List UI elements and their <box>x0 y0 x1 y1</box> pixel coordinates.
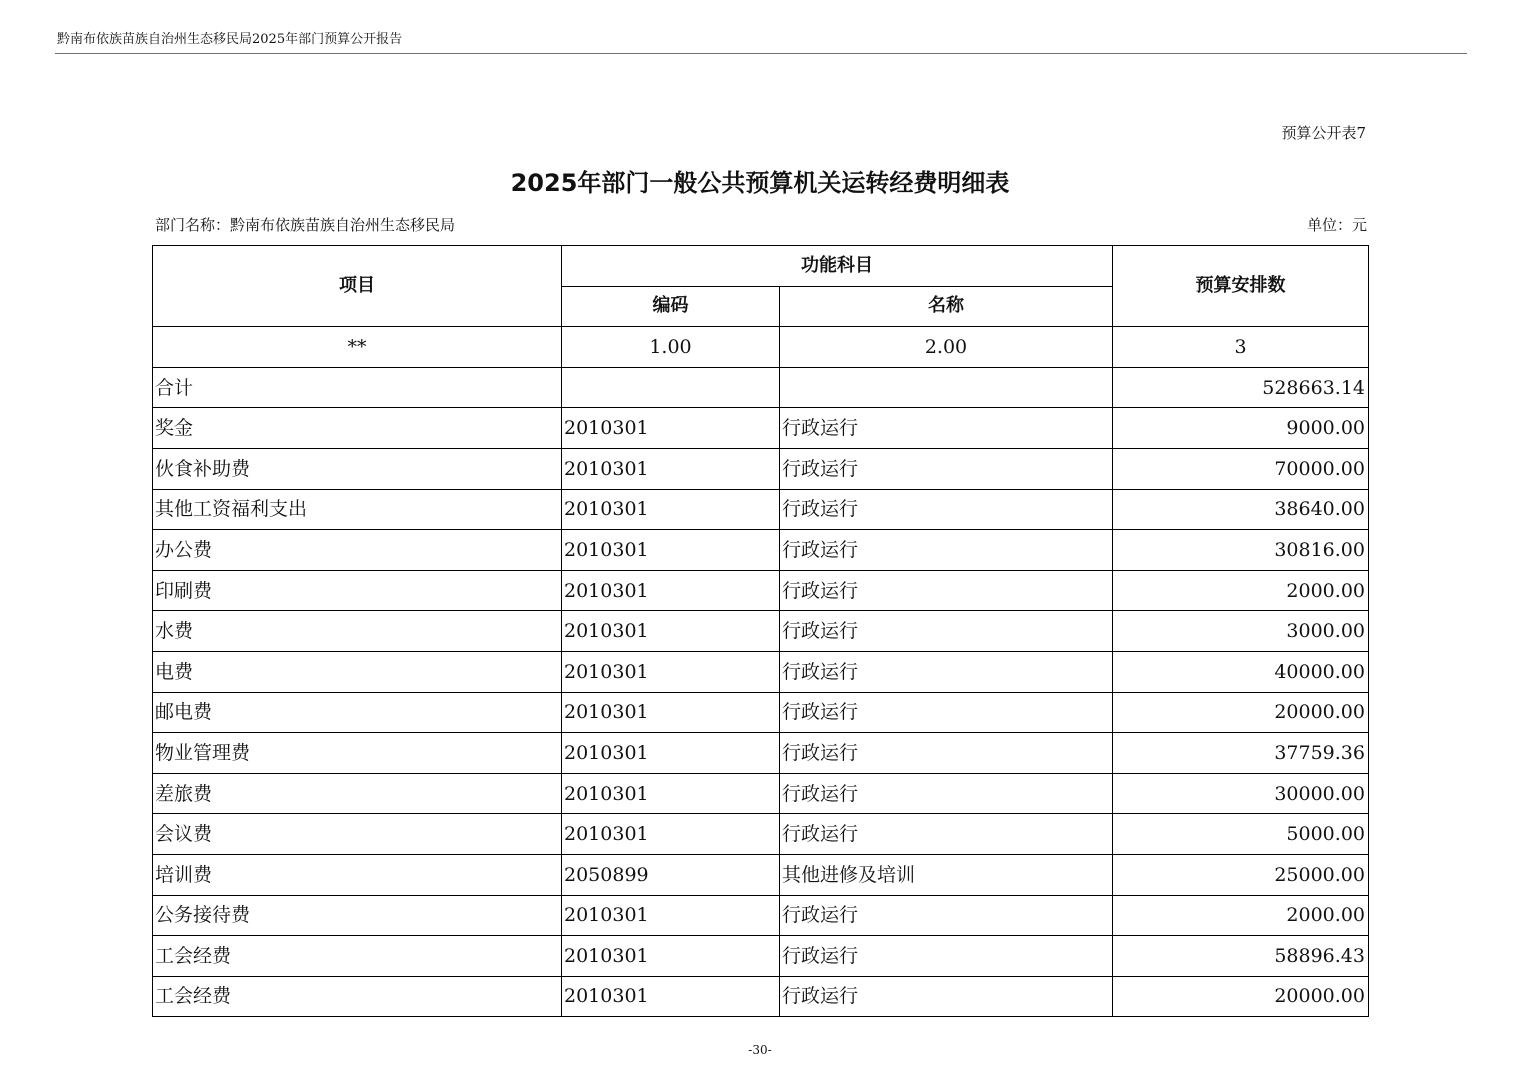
item-cell: 其他工资福利支出 <box>153 489 562 530</box>
name-cell: 行政运行 <box>780 773 1113 814</box>
amount-cell: 58896.43 <box>1113 936 1369 977</box>
table-row <box>153 570 1369 611</box>
code-cell: 2050899 <box>562 854 780 895</box>
table-row <box>153 367 1369 408</box>
amount-cell: 20000.00 <box>1113 976 1369 1017</box>
code-cell: 2010301 <box>562 773 780 814</box>
code-cell: 2010301 <box>562 651 780 692</box>
table-header <box>153 246 1369 327</box>
column-header-code: 编码 <box>562 286 780 327</box>
column-header-name: 名称 <box>780 286 1113 327</box>
report-header-title: 黔南布依族苗族自治州生态移民局2025年部门预算公开报告 <box>57 32 403 47</box>
table-row <box>153 854 1369 895</box>
table-row <box>153 936 1369 977</box>
name-cell: 行政运行 <box>780 570 1113 611</box>
item-cell: 邮电费 <box>153 692 562 733</box>
name-cell <box>780 367 1113 408</box>
amount-cell: 25000.00 <box>1113 854 1369 895</box>
unit-label: 单位：元 <box>1306 216 1367 234</box>
column-header-amount: 预算安排数 <box>1113 246 1369 327</box>
table-row <box>153 448 1369 489</box>
name-cell: 行政运行 <box>780 814 1113 855</box>
item-cell: 工会经费 <box>153 976 562 1017</box>
page-number: -30- <box>748 1043 772 1057</box>
index-cell-name: 2.00 <box>780 327 1113 368</box>
amount-cell: 2000.00 <box>1113 570 1369 611</box>
department-label: 部门名称：黔南布依族苗族自治州生态移民局 <box>155 216 456 234</box>
amount-cell: 528663.14 <box>1113 367 1369 408</box>
table-row <box>153 895 1369 936</box>
table-row <box>153 692 1369 733</box>
item-cell: 伙食补助费 <box>153 448 562 489</box>
column-header-function: 功能科目 <box>562 246 1113 287</box>
header-row-1 <box>153 246 1369 287</box>
index-cell-item: ** <box>153 327 562 368</box>
code-cell: 2010301 <box>562 611 780 652</box>
item-cell: 水费 <box>153 611 562 652</box>
table-row <box>153 408 1369 449</box>
name-cell: 行政运行 <box>780 448 1113 489</box>
item-cell: 合计 <box>153 367 562 408</box>
name-cell: 行政运行 <box>780 976 1113 1017</box>
item-cell: 培训费 <box>153 854 562 895</box>
item-cell: 奖金 <box>153 408 562 449</box>
table-row <box>153 530 1369 571</box>
item-cell: 公务接待费 <box>153 895 562 936</box>
amount-cell: 30816.00 <box>1113 530 1369 571</box>
name-cell: 行政运行 <box>780 489 1113 530</box>
item-cell: 物业管理费 <box>153 733 562 774</box>
table-row <box>153 733 1369 774</box>
amount-cell: 37759.36 <box>1113 733 1369 774</box>
page-title: 2025年部门一般公共预算机关运转经费明细表 <box>510 169 1010 197</box>
index-cell-code: 1.00 <box>562 327 780 368</box>
amount-cell: 38640.00 <box>1113 489 1369 530</box>
code-cell: 2010301 <box>562 570 780 611</box>
amount-cell: 3000.00 <box>1113 611 1369 652</box>
amount-cell: 9000.00 <box>1113 408 1369 449</box>
amount-cell: 5000.00 <box>1113 814 1369 855</box>
code-cell: 2010301 <box>562 489 780 530</box>
name-cell: 行政运行 <box>780 895 1113 936</box>
table-row <box>153 976 1369 1017</box>
item-cell: 差旅费 <box>153 773 562 814</box>
header-divider <box>55 53 1467 54</box>
amount-cell: 30000.00 <box>1113 773 1369 814</box>
code-cell: 2010301 <box>562 814 780 855</box>
name-cell: 行政运行 <box>780 408 1113 449</box>
amount-cell: 2000.00 <box>1113 895 1369 936</box>
column-header-item: 项目 <box>153 246 562 327</box>
table-row <box>153 611 1369 652</box>
table-row <box>153 814 1369 855</box>
code-cell: 2010301 <box>562 408 780 449</box>
name-cell: 行政运行 <box>780 733 1113 774</box>
amount-cell: 40000.00 <box>1113 651 1369 692</box>
item-cell: 工会经费 <box>153 936 562 977</box>
table-row <box>153 773 1369 814</box>
code-cell: 2010301 <box>562 530 780 571</box>
name-cell: 行政运行 <box>780 936 1113 977</box>
name-cell: 其他进修及培训 <box>780 854 1113 895</box>
item-cell: 电费 <box>153 651 562 692</box>
table-body <box>153 327 1369 1017</box>
code-cell: 2010301 <box>562 976 780 1017</box>
code-cell: 2010301 <box>562 936 780 977</box>
code-cell: 2010301 <box>562 895 780 936</box>
name-cell: 行政运行 <box>780 611 1113 652</box>
amount-cell: 20000.00 <box>1113 692 1369 733</box>
index-row <box>153 327 1369 368</box>
amount-cell: 70000.00 <box>1113 448 1369 489</box>
name-cell: 行政运行 <box>780 651 1113 692</box>
code-cell: 2010301 <box>562 692 780 733</box>
name-cell: 行政运行 <box>780 692 1113 733</box>
code-cell: 2010301 <box>562 448 780 489</box>
table-row <box>153 489 1369 530</box>
table-row <box>153 651 1369 692</box>
item-cell: 办公费 <box>153 530 562 571</box>
code-cell: 2010301 <box>562 733 780 774</box>
index-cell-amount: 3 <box>1113 327 1369 368</box>
name-cell: 行政运行 <box>780 530 1113 571</box>
budget-table <box>152 245 1369 1017</box>
item-cell: 印刷费 <box>153 570 562 611</box>
table-number: 预算公开表7 <box>1281 124 1366 142</box>
item-cell: 会议费 <box>153 814 562 855</box>
code-cell <box>562 367 780 408</box>
